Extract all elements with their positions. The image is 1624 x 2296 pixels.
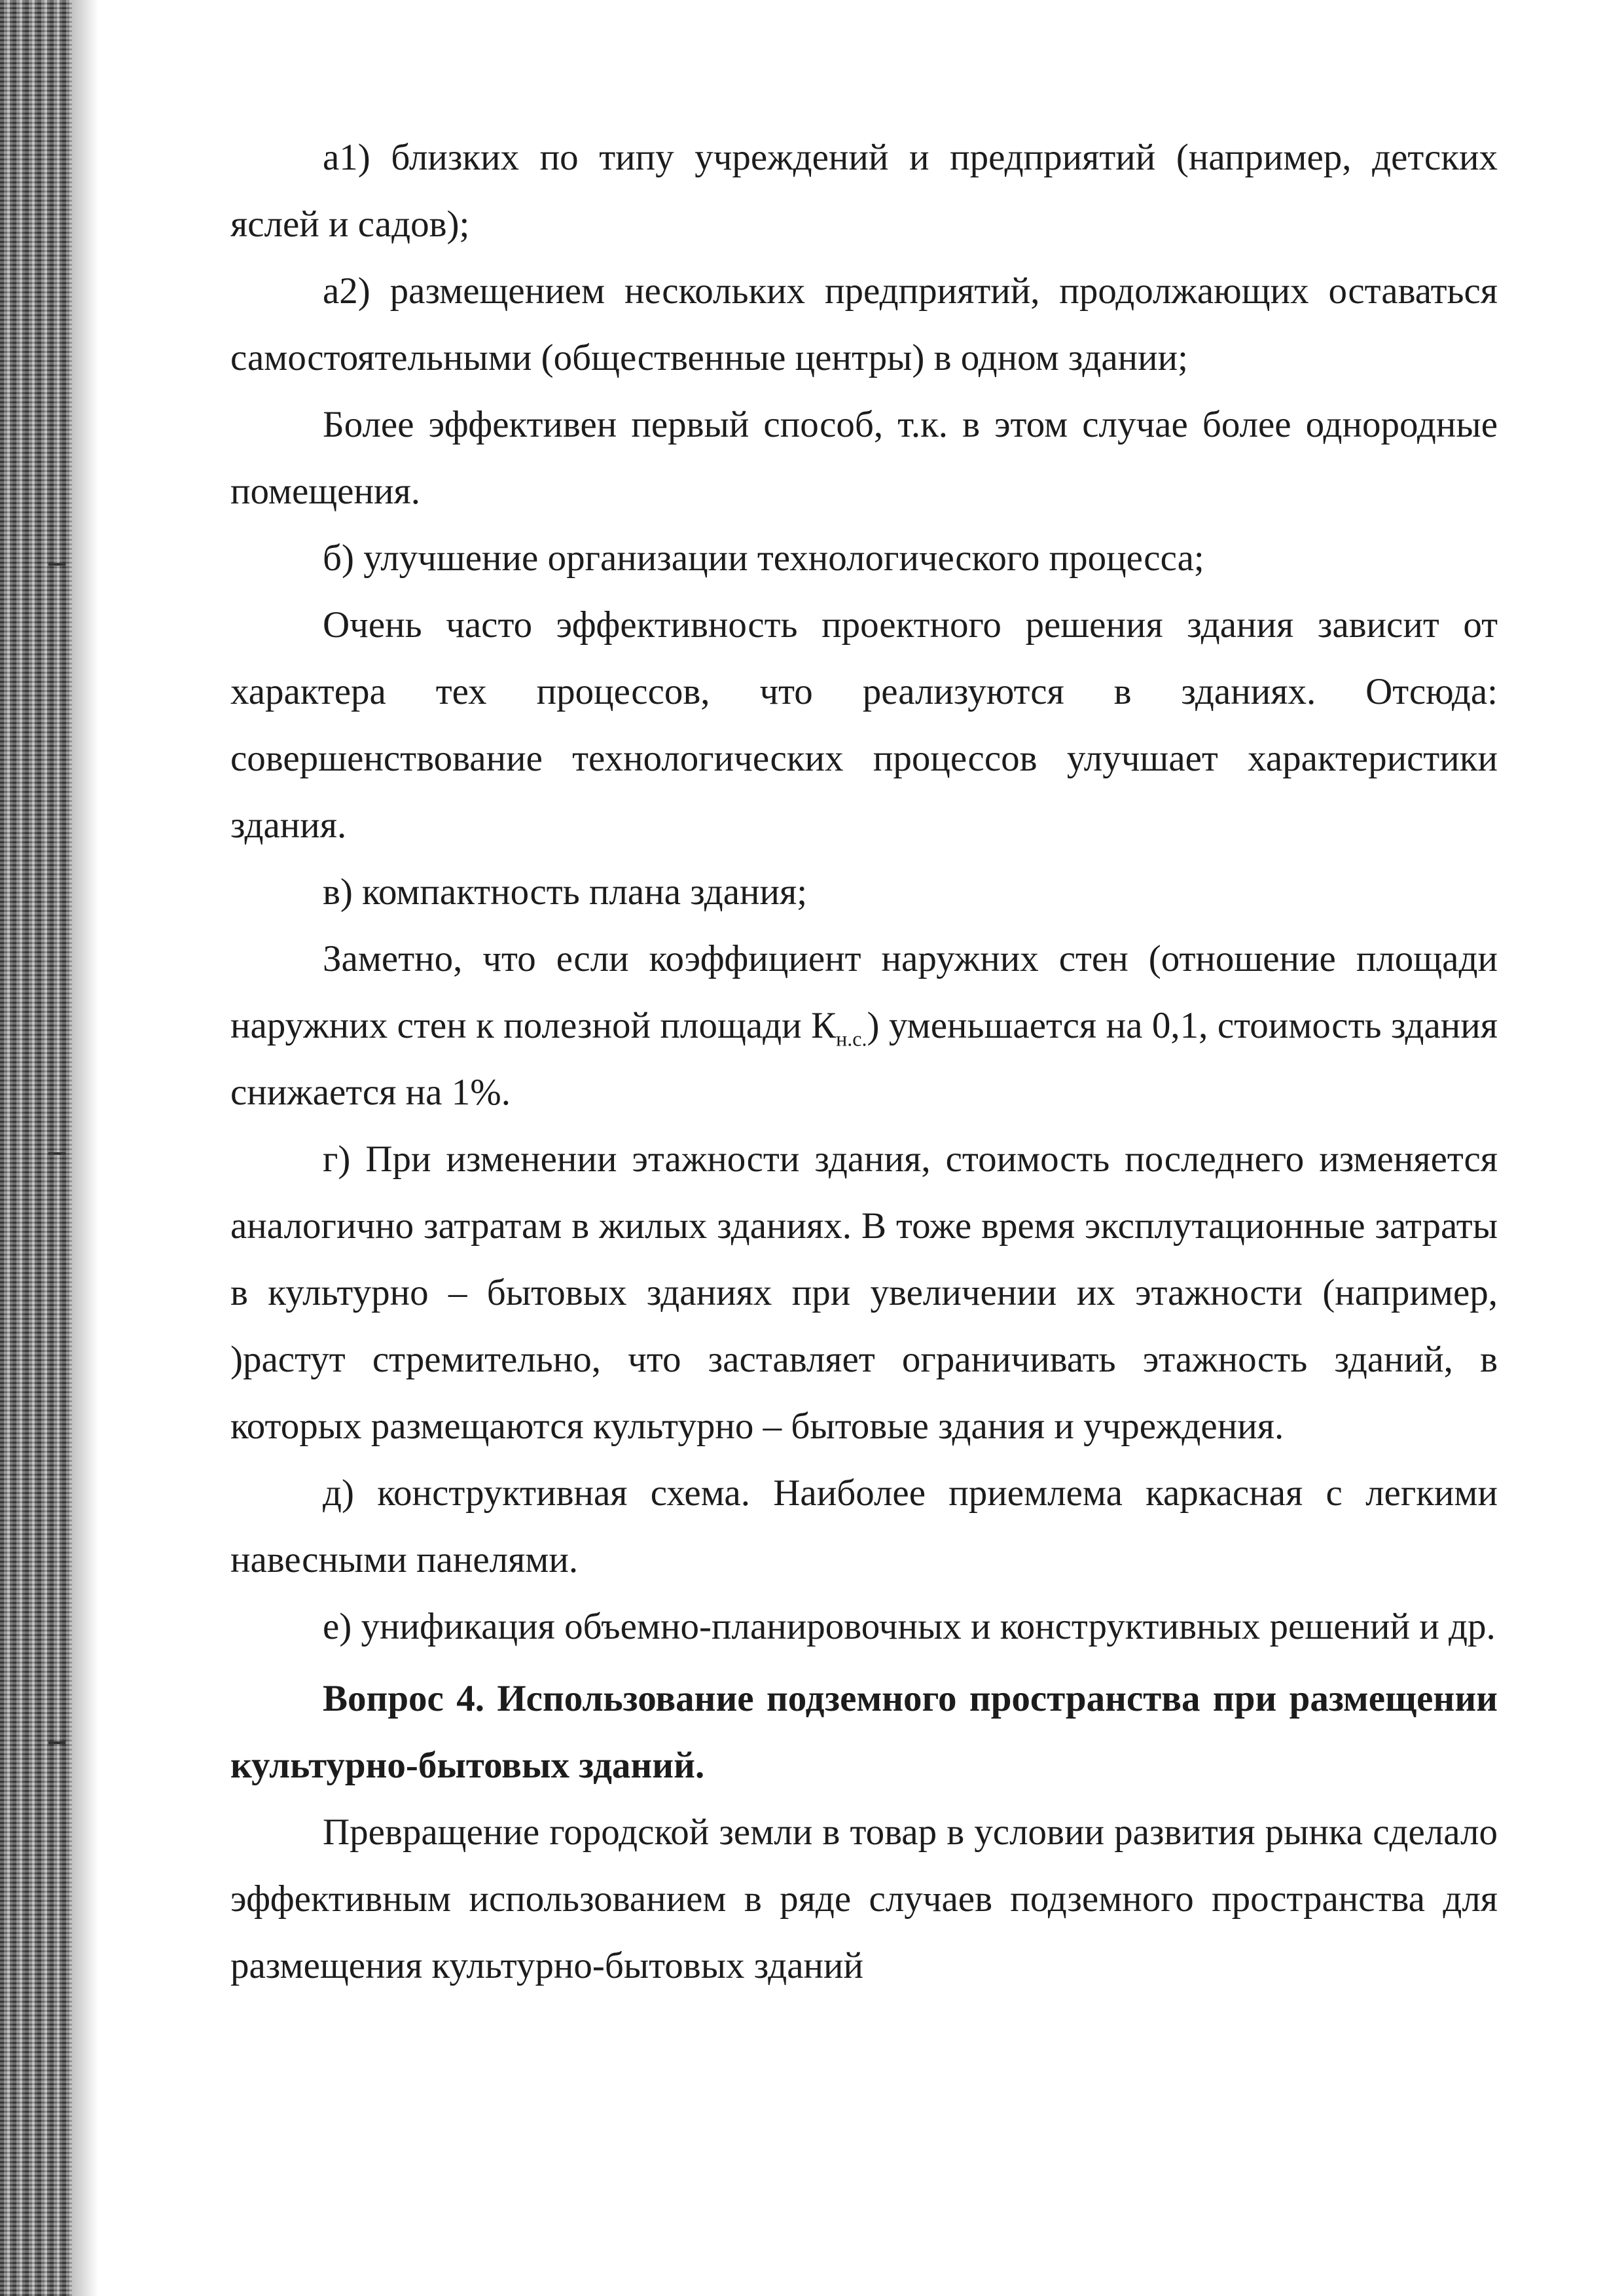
paragraph-final: Превращение городской земли в товар в условии развития рынка сделало эффективным использованием в ряде случаев подземного пространства для размещения культурно-бытовых зданий bbox=[230, 1812, 1498, 1986]
paragraph-a2: а2) размещением нескольких предприятий, продолжающих оставаться самостоятельными (общественные центры) в одном здании; bbox=[230, 270, 1498, 378]
scan-binding-edge bbox=[0, 0, 72, 2296]
scan-shadow bbox=[72, 0, 98, 2296]
paragraph-v: в) компактность плана здания; bbox=[323, 871, 808, 913]
paragraph-efficiency: Более эффективен первый способ, т.к. в этом случае более однородные помещения. bbox=[230, 404, 1498, 512]
coefficient-text-before: Заметно, что если коэффициент наружних стен (отношение площади наружних стен к полезной площади К bbox=[230, 938, 1498, 1046]
coefficient-text-after: ) уменьшается на 0,1, стоимость здания снижается на 1%. bbox=[230, 1005, 1498, 1113]
paragraph-coefficient bbox=[230, 926, 1498, 1126]
section-heading: Вопрос 4. Использование подземного пространства при размещении культурно-бытовых зданий. bbox=[230, 1678, 1498, 1786]
paragraph-b: б) улучшение организации технологического процесса; bbox=[323, 538, 1204, 579]
paragraph-e: е) унификация объемно-планировочных и конструктивных решений и др. bbox=[323, 1606, 1496, 1647]
margin-tick-mark bbox=[48, 563, 65, 566]
document-page bbox=[230, 124, 1498, 1999]
margin-tick-mark bbox=[48, 1741, 65, 1744]
paragraph-process: Очень часто эффективность проектного решения здания зависит от характера тех процессов, что реализуются в зданиях. Отсюда: совершенствование технологических процессов улучшает характеристики здания. bbox=[230, 604, 1498, 846]
margin-tick-mark bbox=[48, 1152, 65, 1155]
paragraph-d: д) конструктивная схема. Наиболее приемлема каркасная с легкими навесными панелями. bbox=[230, 1472, 1498, 1580]
coefficient-subscript: н.с. bbox=[836, 1027, 867, 1051]
paragraph-g: г) При изменении этажности здания, стоимость последнего изменяется аналогично затратам в жилых зданиях. В тоже время эксплутационные затраты в культурно – бытовых зданиях при увеличении их этажности (например, )растут стремительно, что заставляет ограничивать этажность зданий, в которых размещаются культурно – бытовые здания и учреждения. bbox=[230, 1139, 1498, 1447]
paragraph-a1: а1) близких по типу учреждений и предприятий (например, детских яслей и садов); bbox=[230, 137, 1498, 245]
